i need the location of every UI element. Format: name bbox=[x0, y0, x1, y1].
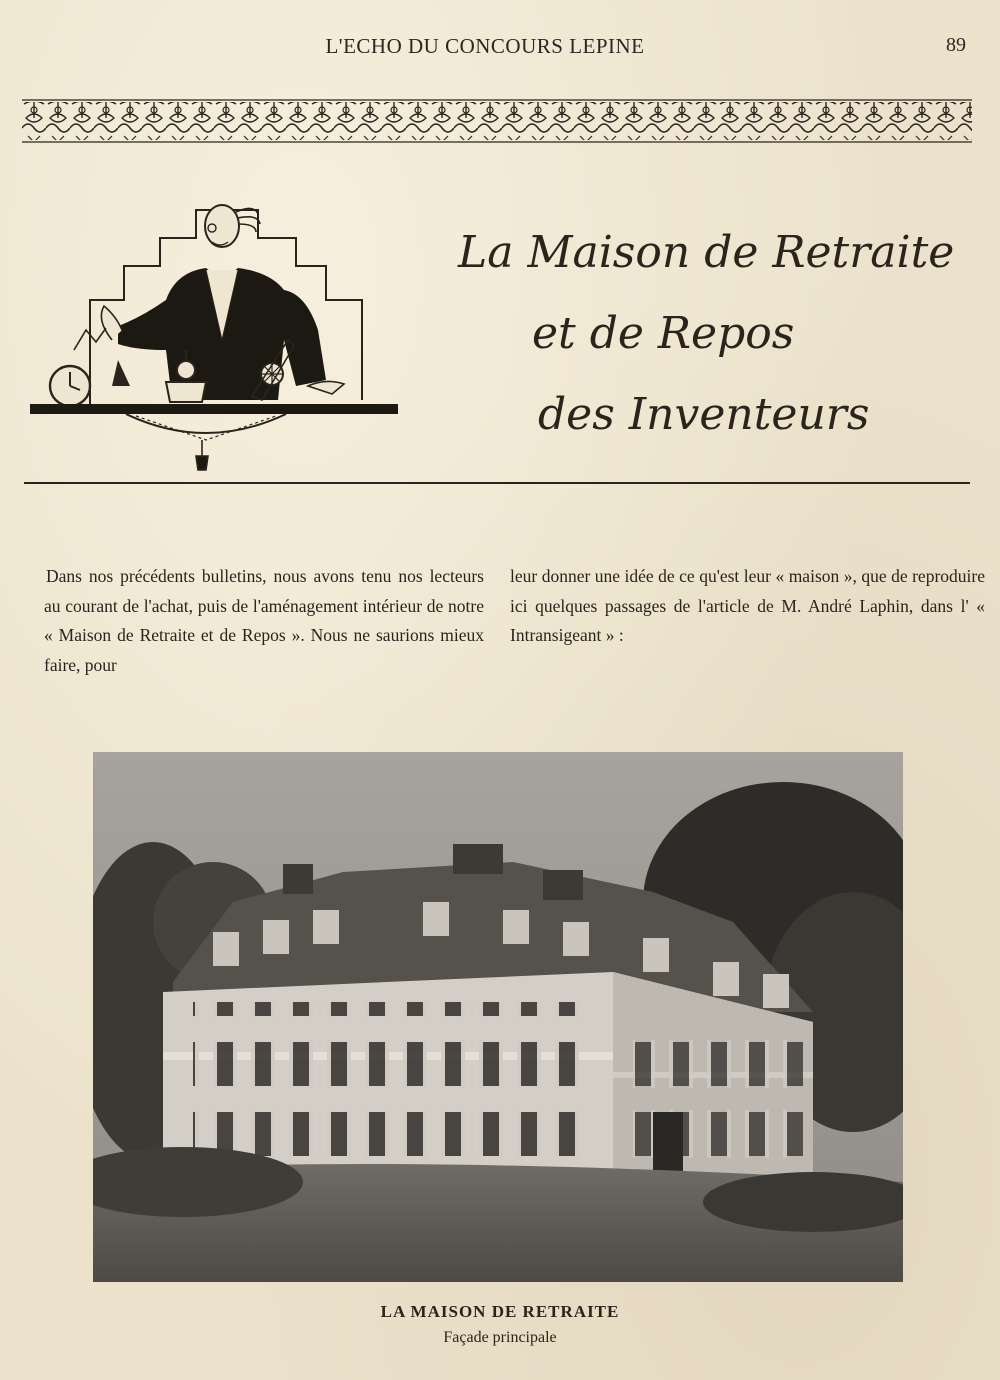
chateau-photograph bbox=[93, 752, 903, 1282]
figure-caption-title: LA MAISON DE RETRAITE bbox=[380, 1302, 620, 1321]
running-head bbox=[0, 34, 1000, 64]
headline-line: La Maison de Retraite bbox=[458, 227, 955, 278]
article-column-right: leur donner une idée de ce qu'est leur « maison », que de reproduire ici quelques passages de l'article de M. André Laphin, dans l' « Intransigeant » : bbox=[510, 566, 985, 645]
headline-line: et de Repos bbox=[532, 308, 795, 359]
ornament-frieze bbox=[22, 98, 972, 144]
page-number: 89 bbox=[946, 34, 966, 56]
article-column-left: Dans nos précédents bulletins, nous avons tenu nos lecteurs au courant de l'achat, puis de l'aménagement intérieur de notre « Maison de Retraite et de Repos ». Nous ne saurions mieux faire, pour bbox=[44, 566, 484, 675]
section-divider bbox=[24, 482, 970, 484]
headline-line: des Inventeurs bbox=[538, 389, 870, 440]
inventor-illustration bbox=[26, 190, 406, 480]
figure-caption-subtitle: Façade principale bbox=[443, 1329, 557, 1346]
journal-title: L'ECHO DU CONCOURS LEPINE bbox=[325, 34, 645, 58]
article-headline bbox=[420, 212, 980, 455]
